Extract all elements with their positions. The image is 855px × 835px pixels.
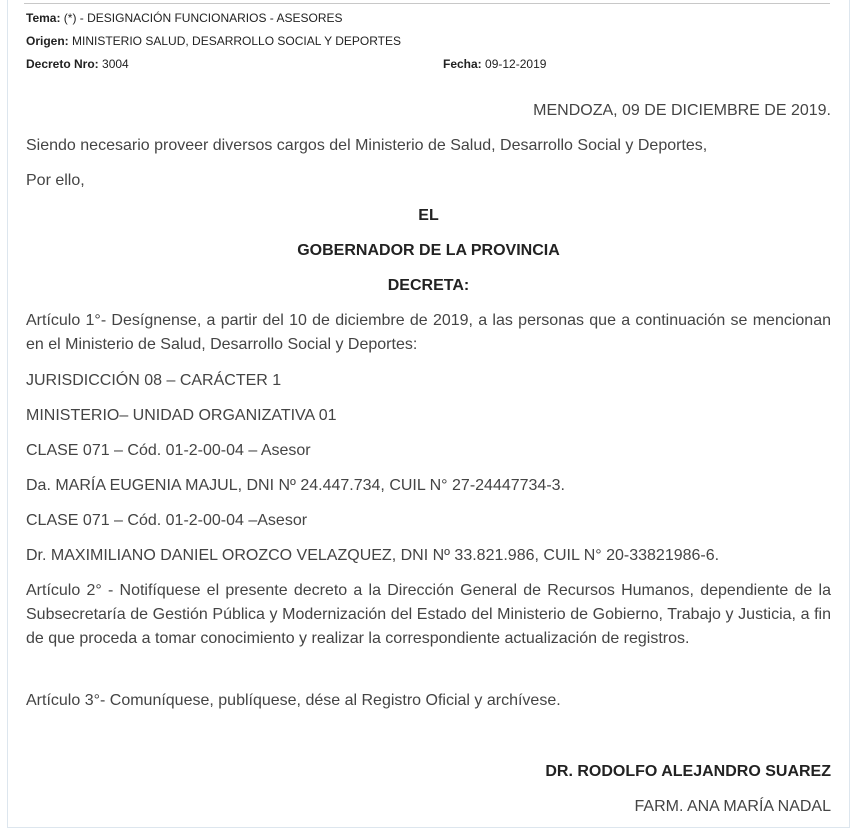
article-2: Artículo 2° - Notifíquese el presente decreto a la Dirección General de Recursos Humanos, dependiente de la Subsecretaría de Gestión Pública y Modernización del Estado del Ministerio de Gobierno, Trabajo y Justicia, a fin de que proceda a tomar conocimiento y realizar la correspondiente actualización de registros. (26, 582, 831, 647)
decreto-label: Decreto Nro: (26, 57, 99, 71)
ministerio-line: MINISTERIO– UNIDAD ORGANIZATIVA 01 (26, 407, 337, 424)
article-1: Artículo 1°- Desígnense, a partir del 10 de diciembre de 2019, a las personas que a continuación se mencionan en el Ministerio de Salud, Desarrollo Social y Deportes: (26, 312, 831, 353)
fecha-value: 09-12-2019 (485, 57, 547, 71)
clase-line-2: CLASE 071 – Cód. 01-2-00-04 –Asesor (26, 512, 308, 529)
article-3: Artículo 3°- Comuníquese, publíquese, dése al Registro Oficial y archívese. (26, 692, 561, 709)
origen-label: Origen: (26, 34, 69, 48)
fecha-label: Fecha: (443, 57, 482, 71)
por-ello: Por ello, (26, 172, 85, 189)
meta-decreto (26, 56, 129, 72)
intro-paragraph: Siendo necesario proveer diversos cargos del Ministerio de Salud, Desarrollo Social y Deportes, (26, 137, 708, 154)
heading-el: EL (418, 207, 439, 224)
signer-1: DR. RODOLFO ALEJANDRO SUAREZ (545, 763, 831, 780)
clase-line-1: CLASE 071 – Cód. 01-2-00-04 – Asesor (26, 442, 311, 459)
decreto-value: 3004 (102, 57, 129, 71)
meta-tema (26, 10, 343, 26)
signer-2: FARM. ANA MARÍA NADAL (634, 798, 831, 815)
place-date: MENDOZA, 09 DE DICIEMBRE DE 2019. (533, 102, 831, 119)
heading-gobernador: GOBERNADOR DE LA PROVINCIA (297, 242, 560, 259)
origen-value: MINISTERIO SALUD, DESARROLLO SOCIAL Y DEPORTES (72, 34, 401, 48)
tema-value: (*) - DESIGNACIÓN FUNCIONARIOS - ASESORES (63, 11, 343, 25)
meta-origen (26, 33, 401, 49)
jurisdiccion-line: JURISDICCIÓN 08 – CARÁCTER 1 (26, 372, 282, 389)
meta-fecha (443, 56, 546, 72)
person-2: Dr. MAXIMILIANO DANIEL OROZCO VELAZQUEZ, DNI Nº 33.821.986, CUIL N° 20-33821986-6. (26, 547, 720, 564)
top-divider (24, 3, 830, 4)
person-1: Da. MARÍA EUGENIA MAJUL, DNI Nº 24.447.734, CUIL N° 27-24447734-3. (26, 477, 565, 494)
heading-decreta: DECRETA: (387, 277, 470, 294)
tema-label: Tema: (26, 11, 61, 25)
